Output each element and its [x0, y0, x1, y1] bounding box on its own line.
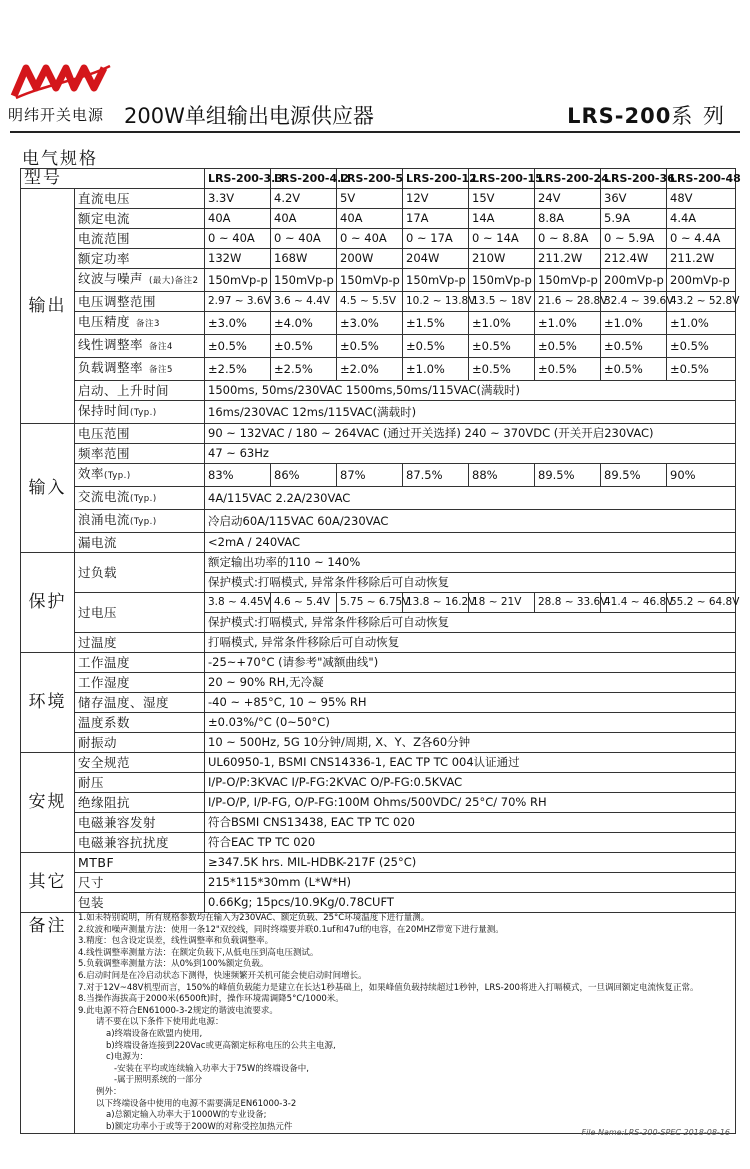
row-label-text: 电压精度 [78, 314, 131, 329]
model-header-5: LRS-200-24 [535, 169, 601, 189]
protection-row [21, 633, 736, 653]
value-cell: 16ms/230VAC 12ms/115VAC(满载时) [205, 401, 736, 424]
value-cell: 5.75 ~ 6.75V [337, 593, 403, 613]
value-cell: 150mVp-p [271, 269, 337, 292]
row-label [75, 401, 205, 424]
value-cell: 打嗝模式, 异常条件移除后可自动恢复 [205, 633, 736, 653]
row-label [75, 593, 205, 633]
value-cell: 0 ~ 8.8A [535, 229, 601, 249]
footer-file-name: File Name:LRS-200-SPEC 2018-08-16 [581, 1128, 730, 1137]
model-header-4: LRS-200-15 [469, 169, 535, 189]
value-cell: 20 ~ 90% RH,无冷凝 [205, 673, 736, 693]
value-cell: 150mVp-p [403, 269, 469, 292]
value-cell: 4.2V [271, 189, 337, 209]
typ-marker: (Typ.) [130, 408, 157, 418]
note-line: 请不要在以下条件下使用此电源： [96, 1017, 224, 1028]
group-input: 输入 [21, 424, 75, 553]
value-cell: ±1.0% [469, 312, 535, 335]
value-cell: 3.3V [205, 189, 271, 209]
value-cell: ±0.5% [535, 358, 601, 381]
meanwell-logo [12, 62, 112, 100]
others-row [21, 873, 736, 893]
row-label-text: 电压调整范围 [78, 294, 157, 309]
row-label-text: 直流电压 [78, 191, 131, 206]
input-row [21, 424, 736, 444]
note-marker: 备注4 [149, 342, 173, 352]
row-label [75, 653, 205, 673]
value-cell: ±3.0% [205, 312, 271, 335]
value-cell: 36V [601, 189, 667, 209]
safety-row [21, 813, 736, 833]
value-cell: 200mVp-p [601, 269, 667, 292]
group-others: 其它 [21, 853, 75, 913]
group-protection: 保护 [21, 553, 75, 653]
value-cell: 28.8 ~ 33.6V [535, 593, 601, 613]
value-cell: I/P-O/P, I/P-FG, O/P-FG:100M Ohms/500VDC/ 25°C/ 70% RH [205, 793, 736, 813]
value-cell: 24V [535, 189, 601, 209]
value-cell: 211.2W [667, 249, 736, 269]
value-cell: 88% [469, 464, 535, 487]
series-suffix: 系 列 [671, 104, 726, 128]
group-safety: 安规 [21, 753, 75, 853]
value-cell: 212.4W [601, 249, 667, 269]
row-label-text: 安全规范 [78, 755, 131, 770]
safety-row [21, 793, 736, 813]
row-label [75, 464, 205, 487]
row-label [75, 693, 205, 713]
environment-row [21, 713, 736, 733]
row-label [75, 853, 205, 873]
note-line: 例外： [96, 1086, 122, 1097]
output-row [21, 269, 736, 292]
section-title: 电气规格 [22, 149, 98, 169]
note-line: 5.负载调整率测量方法：从0%到100%额定负载。 [78, 959, 269, 970]
others-row [21, 853, 736, 873]
value-cell: 3.6 ~ 4.4V [271, 292, 337, 312]
value-cell: 0 ~ 4.4A [667, 229, 736, 249]
row-label [75, 873, 205, 893]
value-cell: 90 ~ 132VAC / 180 ~ 264VAC (通过开关选择) 240 ~ 370VDC (开关开启230VAC) [205, 424, 736, 444]
value-cell: 40A [205, 209, 271, 229]
value-cell: ±2.5% [271, 358, 337, 381]
row-label [75, 189, 205, 209]
value-cell: 2.97 ~ 3.6V [205, 292, 271, 312]
note-line: -安装在平均或连续输入功率大于75W的终端设备中, [114, 1063, 309, 1074]
output-row [21, 209, 736, 229]
environment-row [21, 693, 736, 713]
series-title [567, 100, 726, 130]
value-cell: 0 ~ 40A [337, 229, 403, 249]
value-cell: ±4.0% [271, 312, 337, 335]
safety-row [21, 833, 736, 853]
row-label [75, 793, 205, 813]
value-cell: 87.5% [403, 464, 469, 487]
typ-marker: (Typ.) [130, 517, 157, 527]
row-label-text: 保持时间 [78, 403, 131, 418]
row-label-text: MTBF [78, 855, 115, 870]
protection-row [21, 553, 736, 573]
note-line: 2.纹波和噪声测量方法：使用一条12"双绞线，同时终端要并联0.1uf和47uf的电容，在20MHZ带宽下进行量测。 [78, 924, 504, 935]
row-label [75, 444, 205, 464]
value-cell: ≥347.5K hrs. MIL-HDBK-217F (25°C) [205, 853, 736, 873]
output-row [21, 189, 736, 209]
value-cell: 5.9A [601, 209, 667, 229]
value-cell: ±0.5% [535, 335, 601, 358]
row-label [75, 269, 205, 292]
value-cell: 17A [403, 209, 469, 229]
header-rule [10, 131, 740, 133]
row-label-text: 工作湿度 [78, 675, 131, 690]
model-header-7: LRS-200-48 [667, 169, 736, 189]
row-label-text: 电磁兼容抗扰度 [78, 835, 170, 850]
row-label-text: 绝缘阻抗 [78, 795, 131, 810]
value-cell: 12V [403, 189, 469, 209]
value-cell: 0 ~ 40A [271, 229, 337, 249]
row-label-text: 过电压 [78, 605, 118, 620]
value-cell: I/P-O/P:3KVAC I/P-FG:2KVAC O/P-FG:0.5KVAC [205, 773, 736, 793]
value-cell: 89.5% [601, 464, 667, 487]
environment-row [21, 733, 736, 753]
value-cell: 32.4 ~ 39.6V [601, 292, 667, 312]
notes-row [21, 913, 736, 1134]
row-label-text: 负载调整率 [78, 360, 144, 375]
row-label [75, 312, 205, 335]
row-label-text: 储存温度、湿度 [78, 695, 170, 710]
row-label [75, 773, 205, 793]
value-cell: 0 ~ 5.9A [601, 229, 667, 249]
note-marker: (最大)备注2 [149, 276, 199, 286]
value-cell: ±0.5% [601, 358, 667, 381]
value-cell: UL60950-1, BSMI CNS14336-1, EAC TP TC 004认证通过 [205, 753, 736, 773]
note-line: a)终端设备在欧盟内使用, [106, 1028, 203, 1039]
row-label [75, 813, 205, 833]
row-label [75, 673, 205, 693]
environment-row [21, 653, 736, 673]
row-label-text: 频率范围 [78, 446, 131, 461]
row-label [75, 229, 205, 249]
value-cell: ±0.5% [205, 335, 271, 358]
value-cell: 47 ~ 63Hz [205, 444, 736, 464]
value-cell: 0 ~ 17A [403, 229, 469, 249]
row-label-text: 电压范围 [78, 426, 131, 441]
input-row [21, 444, 736, 464]
value-cell: 89.5% [535, 464, 601, 487]
value-cell: 150mVp-p [205, 269, 271, 292]
row-label-text: 包装 [78, 895, 105, 910]
value-cell: 40A [337, 209, 403, 229]
model-label: 型号 [21, 169, 205, 189]
value-cell: ±0.5% [337, 335, 403, 358]
value-cell: ±2.5% [205, 358, 271, 381]
row-label [75, 553, 205, 593]
note-line: c)电源为： [106, 1052, 148, 1063]
value-cell: ±1.5% [403, 312, 469, 335]
note-line: 1.如未特别说明，所有规格参数均在输入为230VAC、额定负载、25°C环境温度下进行量测。 [78, 913, 430, 923]
model-header-3: LRS-200-12 [403, 169, 469, 189]
value-cell: ±3.0% [337, 312, 403, 335]
value-cell: 8.8A [535, 209, 601, 229]
typ-marker: (Typ.) [104, 471, 131, 481]
value-cell: -25~+70°C (请参考"减额曲线") [205, 653, 736, 673]
input-row [21, 533, 736, 553]
value-cell: 40A [271, 209, 337, 229]
model-header-0: LRS-200-3.3 [205, 169, 271, 189]
row-label [75, 533, 205, 553]
output-row [21, 312, 736, 335]
row-label [75, 424, 205, 444]
row-label-text: 漏电流 [78, 535, 118, 550]
value-cell: 4.4A [667, 209, 736, 229]
value-cell: 210W [469, 249, 535, 269]
value-cell: 13.8 ~ 16.2V [403, 593, 469, 613]
value-cell: 15V [469, 189, 535, 209]
model-header-2: LRS-200-5 [337, 169, 403, 189]
value-cell: 保护模式:打嗝模式, 异常条件移除后可自动恢复 [205, 613, 736, 633]
value-cell: ±1.0% [403, 358, 469, 381]
row-label [75, 510, 205, 533]
value-cell: ±0.03%/°C (0~50°C) [205, 713, 736, 733]
row-label-text: 额定功率 [78, 251, 131, 266]
value-cell: ±0.5% [667, 358, 736, 381]
value-cell: 86% [271, 464, 337, 487]
value-cell: 150mVp-p [337, 269, 403, 292]
value-cell: <2mA / 240VAC [205, 533, 736, 553]
value-cell: 4A/115VAC 2.2A/230VAC [205, 487, 736, 510]
notes-cell [75, 913, 736, 1134]
document-header [0, 0, 750, 169]
row-label [75, 633, 205, 653]
note-line: 7.对于12V~48V机型而言，150%的峰值负载能力是建立在长达1秒基础上，如果峰值负载持续超过1秒钟，LRS-200将进入打嗝模式，一旦调回额定电流恢复正常。 [78, 982, 699, 993]
value-cell: -40 ~ +85°C, 10 ~ 95% RH [205, 693, 736, 713]
note-line: 8.当操作海拔高于2000米(6500ft)时，操作环境需调降5°C/1000米。 [78, 994, 344, 1005]
value-cell: ±1.0% [667, 312, 736, 335]
value-cell: 168W [271, 249, 337, 269]
value-cell: ±0.5% [667, 335, 736, 358]
row-label-text: 浪涌电流 [78, 512, 131, 527]
row-label-text: 启动、上升时间 [78, 383, 170, 398]
row-label-text: 过负载 [78, 565, 118, 580]
output-row [21, 381, 736, 401]
value-cell: 符合BSMI CNS13438, EAC TP TC 020 [205, 813, 736, 833]
row-label [75, 733, 205, 753]
output-row [21, 358, 736, 381]
value-cell: ±2.0% [337, 358, 403, 381]
value-cell: ±0.5% [469, 358, 535, 381]
note-line: 3.精度：包含设定误差，线性调整率和负载调整率。 [78, 936, 274, 947]
row-label-text: 交流电流 [78, 489, 131, 504]
note-marker: 备注5 [149, 365, 173, 375]
notes-list [78, 913, 732, 1133]
value-cell: 18 ~ 21V [469, 593, 535, 613]
model-header-6: LRS-200-36 [601, 169, 667, 189]
row-label [75, 893, 205, 913]
input-row [21, 487, 736, 510]
row-label-text: 耐振动 [78, 735, 118, 750]
model-header-1: LRS-200-4.2 [271, 169, 337, 189]
value-cell: ±0.5% [601, 335, 667, 358]
note-line: 4.线性调整率测量方法：在额定负载下,从低电压到高电压测试。 [78, 947, 319, 958]
value-cell: 3.8 ~ 4.45V [205, 593, 271, 613]
row-label [75, 381, 205, 401]
row-label [75, 292, 205, 312]
row-label [75, 713, 205, 733]
row-label-text: 尺寸 [78, 875, 105, 890]
value-cell: 14A [469, 209, 535, 229]
output-row [21, 292, 736, 312]
series-model: LRS-200 [567, 104, 672, 128]
value-cell: ±1.0% [535, 312, 601, 335]
row-label [75, 358, 205, 381]
others-row [21, 893, 736, 913]
note-line: -属于照明系统的一部分 [114, 1075, 203, 1086]
value-cell: 132W [205, 249, 271, 269]
note-line: b)终端设备连接到220Vac或更高额定标称电压的公共主电源, [106, 1040, 336, 1051]
row-label [75, 833, 205, 853]
value-cell: 13.5 ~ 18V [469, 292, 535, 312]
value-cell: 4.6 ~ 5.4V [271, 593, 337, 613]
spec-table [20, 168, 741, 1134]
brand-name: 明纬开关电源 [8, 106, 105, 124]
value-cell: 150mVp-p [535, 269, 601, 292]
value-cell: 48V [667, 189, 736, 209]
note-line: 9.此电源不符合EN61000-3-2规定的谐波电流要求。 [78, 1005, 278, 1016]
model-header-row [21, 169, 736, 189]
value-cell: ±0.5% [469, 335, 535, 358]
row-label-text: 工作温度 [78, 655, 131, 670]
value-cell: 0 ~ 40A [205, 229, 271, 249]
logo-mark-icon [12, 62, 112, 100]
value-cell: 10.2 ~ 13.8V [403, 292, 469, 312]
value-cell: 200mVp-p [667, 269, 736, 292]
group-environment: 环境 [21, 653, 75, 753]
row-label [75, 249, 205, 269]
value-cell: 10 ~ 500Hz, 5G 10分钟/周期, X、Y、Z各60分钟 [205, 733, 736, 753]
safety-row [21, 753, 736, 773]
row-label [75, 209, 205, 229]
row-label [75, 753, 205, 773]
row-label-text: 额定电流 [78, 211, 131, 226]
value-cell: 额定输出功率的110 ~ 140% [205, 553, 736, 573]
value-cell: 0 ~ 14A [469, 229, 535, 249]
value-cell: 90% [667, 464, 736, 487]
row-label-text: 耐压 [78, 775, 105, 790]
value-cell: 1500ms, 50ms/230VAC 1500ms,50ms/115VAC(满载时) [205, 381, 736, 401]
value-cell: 87% [337, 464, 403, 487]
value-cell: 200W [337, 249, 403, 269]
row-label-text: 电磁兼容发射 [78, 815, 157, 830]
value-cell: 215*115*30mm (L*W*H) [205, 873, 736, 893]
group-output: 输出 [21, 189, 75, 424]
value-cell: 204W [403, 249, 469, 269]
value-cell: ±1.0% [601, 312, 667, 335]
input-row [21, 464, 736, 487]
output-row [21, 401, 736, 424]
row-label [75, 487, 205, 510]
value-cell: 43.2 ~ 52.8V [667, 292, 736, 312]
value-cell: ±0.5% [403, 335, 469, 358]
group-notes: 备注 [21, 913, 75, 1134]
value-cell: 211.2W [535, 249, 601, 269]
input-row [21, 510, 736, 533]
value-cell: 41.4 ~ 46.8V [601, 593, 667, 613]
note-line: a)总额定输入功率大于1000W的专业设备; [106, 1110, 267, 1121]
value-cell: 21.6 ~ 28.8V [535, 292, 601, 312]
note-line: b)额定功率小于或等于200W的对称受控加热元件 [106, 1121, 293, 1132]
note-line: 以下终端设备中使用的电源不需要满足EN61000-3-2 [96, 1098, 297, 1109]
typ-marker: (Typ.) [130, 494, 157, 504]
row-label-text: 温度系数 [78, 715, 131, 730]
value-cell: 冷启动60A/115VAC 60A/230VAC [205, 510, 736, 533]
value-cell: 83% [205, 464, 271, 487]
row-label-text: 线性调整率 [78, 337, 144, 352]
value-cell: 55.2 ~ 64.8V [667, 593, 736, 613]
note-marker: 备注3 [136, 319, 160, 329]
value-cell: 保护模式:打嗝模式, 异常条件移除后可自动恢复 [205, 573, 736, 593]
note-line: 6.启动时间是在冷启动状态下测得，快速频繁开关机可能会使启动时间增长。 [78, 970, 367, 981]
safety-row [21, 773, 736, 793]
output-row [21, 229, 736, 249]
row-label-text: 电流范围 [78, 231, 131, 246]
value-cell: ±0.5% [271, 335, 337, 358]
value-cell: 4.5 ~ 5.5V [337, 292, 403, 312]
protection-row [21, 593, 736, 613]
value-cell: 0.66Kg; 15pcs/10.9Kg/0.78CUFT [205, 893, 736, 913]
row-label [75, 335, 205, 358]
value-cell: 5V [337, 189, 403, 209]
document-title: 200W单组输出电源供应器 [124, 104, 374, 128]
value-cell: 150mVp-p [469, 269, 535, 292]
row-label-text: 过温度 [78, 635, 118, 650]
row-label-text: 纹波与噪声 [78, 271, 144, 286]
value-cell: 符合EAC TP TC 020 [205, 833, 736, 853]
output-row [21, 335, 736, 358]
row-label-text: 效率 [78, 466, 105, 481]
output-row [21, 249, 736, 269]
environment-row [21, 673, 736, 693]
